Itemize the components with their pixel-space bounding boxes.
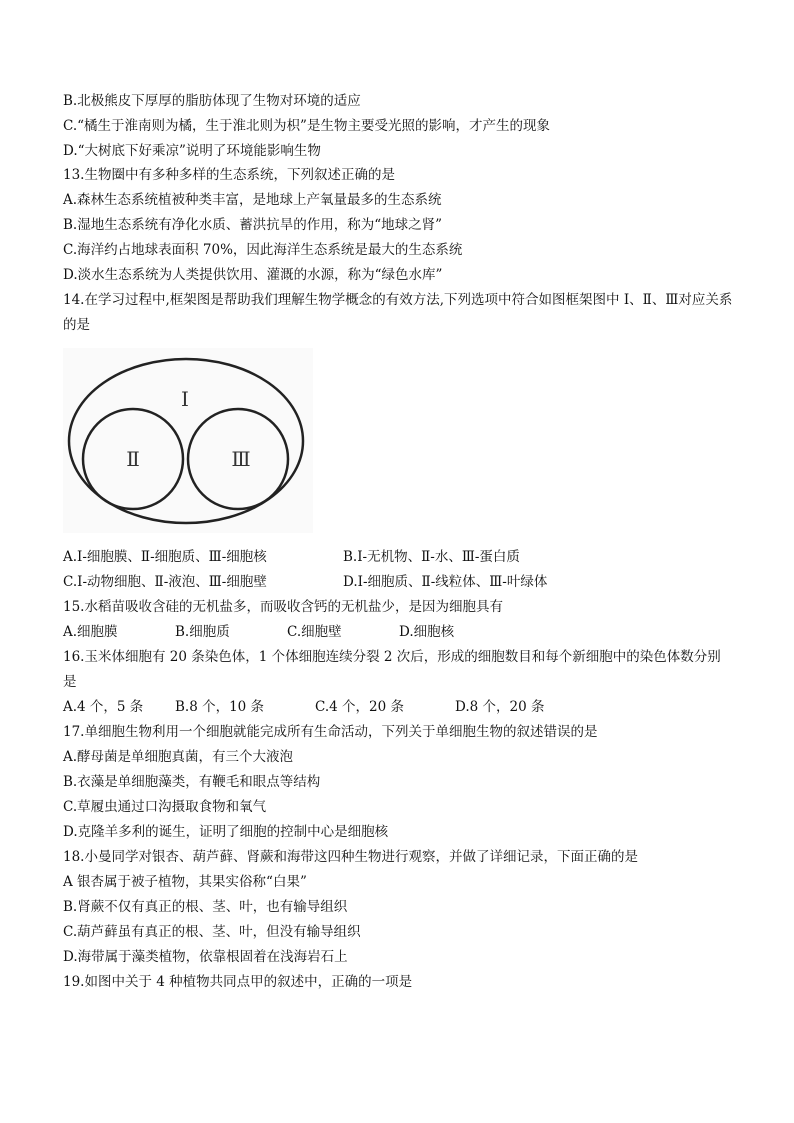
q13-option-a: A.森林生态系统植被种类丰富，是地球上产氧量最多的生态系统 bbox=[63, 192, 442, 208]
q15-option-a: A.细胞膜 bbox=[63, 624, 118, 640]
q17-stem: 17.单细胞生物利用一个细胞就能完成所有生命活动，下列关于单细胞生物的叙述错误的是 bbox=[63, 724, 598, 740]
q18-option-c: C.葫芦藓虽有真正的根、茎、叶，但没有输导组织 bbox=[63, 924, 361, 940]
q16-option-b: B.8 个，10 条 bbox=[175, 699, 265, 715]
q18-option-a: A 银杏属于被子植物，其果实俗称“白果” bbox=[63, 874, 307, 890]
q15-option-c: C.细胞壁 bbox=[287, 624, 342, 640]
q18-stem: 18.小曼同学对银杏、葫芦藓、肾蕨和海带这四种生物进行观察，并做了详细记录，下面正确的是 bbox=[63, 849, 638, 865]
q14-stem: 14.在学习过程中,框架图是帮助我们理解生物学概念的有效方法,下列选项中符合如图框架图中 Ⅰ、Ⅱ、Ⅲ对应关系的是 bbox=[63, 292, 733, 333]
label-outer: Ⅰ bbox=[181, 387, 189, 411]
q15-option-b: B.细胞质 bbox=[175, 624, 230, 640]
q12-option-c: C.“橘生于淮南则为橘，生于淮北则为枳”是生物主要受光照的影响，才产生的现象 bbox=[63, 118, 550, 134]
q14-option-d: D.Ⅰ-细胞质、Ⅱ-线粒体、Ⅲ-叶绿体 bbox=[343, 574, 548, 590]
q17-option-a: A.酵母菌是单细胞真菌，有三个大液泡 bbox=[63, 749, 294, 765]
q16-option-d: D.8 个，20 条 bbox=[455, 699, 545, 715]
q14-option-c: C.Ⅰ-动物细胞、Ⅱ-液泡、Ⅲ-细胞壁 bbox=[63, 574, 267, 590]
q18-option-b: B.肾蕨不仅有真正的根、茎、叶，也有输导组织 bbox=[63, 899, 348, 915]
q12-option-b: B.北极熊皮下厚厚的脂肪体现了生物对环境的适应 bbox=[63, 93, 361, 109]
q17-option-b: B.衣藻是单细胞藻类，有鞭毛和眼点等结构 bbox=[63, 774, 321, 790]
q13-option-b: B.湿地生态系统有净化水质、蓄洪抗旱的作用，称为“地球之肾” bbox=[63, 217, 443, 233]
q15-option-d: D.细胞核 bbox=[399, 624, 455, 640]
q15-stem: 15.水稻苗吸收含硅的无机盐多，而吸收含钙的无机盐少，是因为细胞具有 bbox=[63, 599, 503, 615]
q12-option-d: D.“大树底下好乘凉”说明了环境能影响生物 bbox=[63, 143, 321, 159]
q16-option-a: A.4 个，5 条 bbox=[63, 699, 144, 715]
q19-stem: 19.如图中关于 4 种植物共同点甲的叙述中，正确的一项是 bbox=[63, 974, 413, 990]
q13-option-c: C.海洋约占地球表面积 70%，因此海洋生态系统是最大的生态系统 bbox=[63, 242, 463, 258]
q16-option-c: C.4 个，20 条 bbox=[315, 699, 404, 715]
label-left: Ⅱ bbox=[126, 447, 140, 471]
q14-option-a: A.Ⅰ-细胞膜、Ⅱ-细胞质、Ⅲ-细胞核 bbox=[63, 549, 267, 565]
q14-venn-diagram bbox=[63, 348, 313, 533]
q17-option-d: D.克隆羊多利的诞生，证明了细胞的控制中心是细胞核 bbox=[63, 824, 389, 840]
q18-option-d: D.海带属于藻类植物，依靠根固着在浅海岩石上 bbox=[63, 949, 348, 965]
q17-option-c: C.草履虫通过口沟摄取食物和氧气 bbox=[63, 799, 267, 815]
q16-stem: 16.玉米体细胞有 20 条染色体，1 个体细胞连续分裂 2 次后，形成的细胞数目和每个新细胞中的染色体数分别是 bbox=[63, 649, 721, 690]
q14-option-b: B.Ⅰ-无机物、Ⅱ-水、Ⅲ-蛋白质 bbox=[343, 549, 520, 565]
q13-stem: 13.生物圈中有多种多样的生态系统，下列叙述正确的是 bbox=[63, 167, 395, 183]
q13-option-d: D.淡水生态系统为人类提供饮用、灌溉的水源，称为“绿色水库” bbox=[63, 267, 443, 283]
label-right: Ⅲ bbox=[231, 447, 251, 471]
